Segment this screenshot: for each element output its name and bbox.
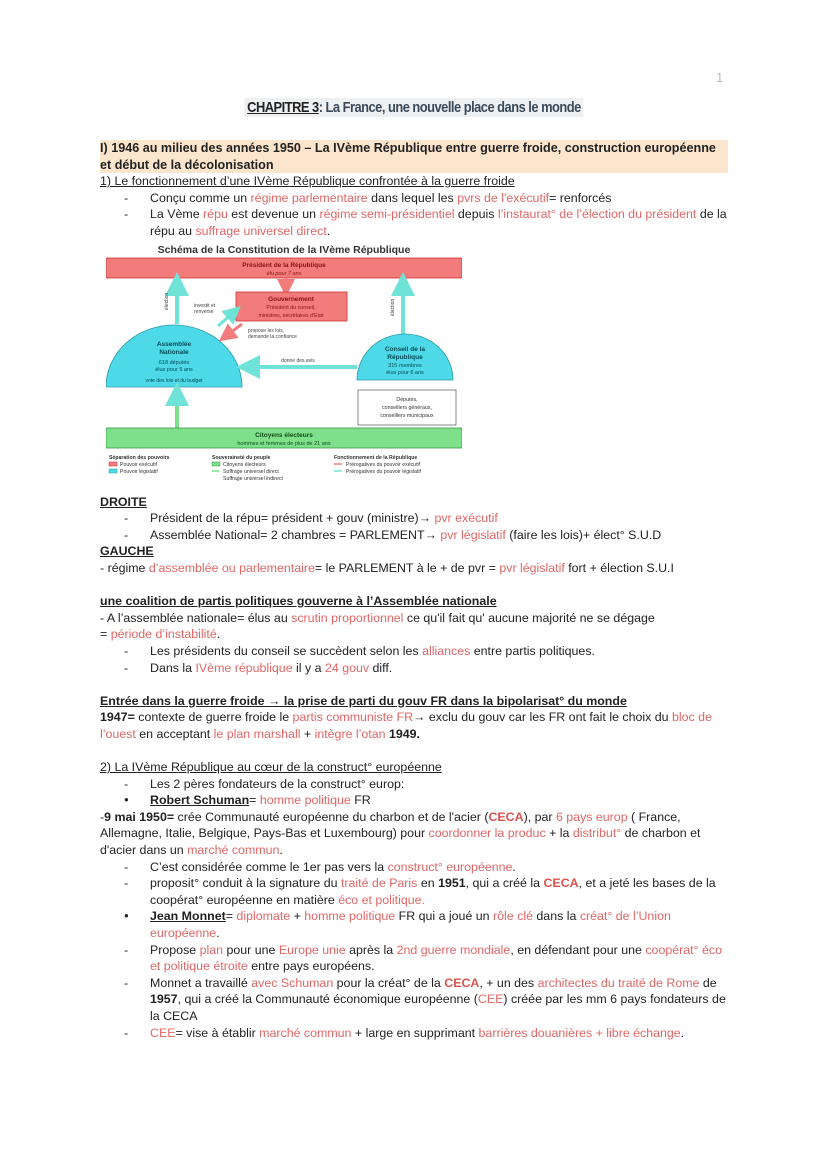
text-run: Conçu comme un (150, 190, 251, 205)
list-item (100, 643, 728, 660)
text-run: + la (545, 826, 573, 841)
text-run: . (216, 627, 221, 642)
svg-text:Séparation des pouvoirs: Séparation des pouvoirs (109, 454, 170, 461)
text-run: Président de la répu= président + gouv (ministre)→ (150, 511, 435, 526)
text-run: + large en supprimant (351, 1025, 479, 1040)
text-run: Jean Monnet (150, 909, 226, 924)
president-box (106, 258, 462, 278)
dash-bullet-icon: - (124, 190, 129, 205)
list-item (100, 859, 728, 876)
svg-text:élus pour 5 ans: élus pour 5 ans (155, 366, 193, 373)
text-run: ce qu'il fait qu' aucune majorité ne se dégage (403, 610, 655, 625)
text-run: + (300, 726, 315, 741)
text-run: en (417, 876, 439, 891)
text-run: FR qui a joué un (395, 909, 494, 924)
text-run: Propose (150, 942, 200, 957)
highlighted-term: CECA (488, 809, 524, 824)
dash-bullet-icon: - (124, 1025, 129, 1040)
highlighted-term: suffrage universel direct (195, 223, 327, 238)
list-item (100, 875, 728, 908)
highlighted-term: marché commun (187, 843, 280, 858)
svg-text:élu pour 7 ans: élu pour 7 ans (266, 270, 302, 277)
highlighted-term: coopérat° éco et politique étroite (150, 942, 722, 974)
text-run: en acceptant (135, 726, 214, 741)
dash-bullet-icon: - (124, 660, 129, 675)
text-run: dans la (532, 909, 580, 924)
text-run: ), par (523, 809, 556, 824)
section-heading (100, 140, 728, 173)
svg-text:demande la confiance: demande la confiance (248, 333, 297, 340)
text-run: une coalition de partis politiques gouverne à l’Assemblée nationale (100, 594, 497, 609)
highlighted-term: construct° européenne (387, 859, 513, 874)
text-run: 1) Le fonctionnement d’une IVème République confrontée à la guerre froide (100, 174, 515, 189)
text-run: . (326, 223, 331, 238)
list-item (100, 1025, 728, 1042)
svg-text:Députés,: Députés, (396, 396, 418, 403)
text-run: GAUCHE (100, 544, 154, 559)
text-run: DROITE (100, 494, 147, 509)
text-run: depuis (454, 207, 498, 222)
highlighted-term: créat° de l’Union européenne (150, 909, 671, 940)
text-run: = le PARLEMENT à le + de pvr = (314, 560, 500, 575)
highlighted-term: homme politique (259, 793, 351, 808)
highlighted-term: scrutin proportionnel (291, 610, 404, 625)
list-item (100, 975, 728, 1025)
citoyens-box (106, 428, 462, 448)
text-run: entre pays européens. (247, 959, 375, 974)
text-run: proposit° conduit à la signature du (150, 876, 341, 891)
text-run: , + un des (479, 975, 538, 990)
chapter-label: CHAPITRE 3 (247, 99, 319, 116)
highlighted-term: 6 pays europ (555, 809, 628, 824)
text-run: de charbon et d'acier dans un (100, 826, 701, 858)
svg-text:ministres, secrétaires d'Etat: ministres, secrétaires d'Etat (258, 312, 324, 319)
text-run: , en défendant pour une (510, 942, 646, 957)
svg-text:élus pour 6 ans: élus pour 6 ans (386, 369, 424, 376)
highlighted-term: traité de Paris (340, 876, 418, 891)
text-run: + (290, 909, 305, 924)
highlighted-term: pvr législatif (440, 527, 506, 542)
gouvernement-box (236, 292, 347, 321)
text-run: . (680, 1025, 685, 1040)
svg-text:hommes et femmes de plus de 21: hommes et femmes de plus de 21 ans (237, 440, 331, 447)
text-run: 9 mai 1950= (104, 809, 175, 824)
list-item (100, 792, 728, 809)
highlighted-term: CECA (444, 975, 480, 990)
constitution-schema (100, 240, 728, 494)
svg-text:République: République (387, 353, 423, 361)
text-run: → exclu du gouv car les FR ont fait le choix du (413, 710, 672, 725)
svg-text:conseillers municipaux: conseillers municipaux (380, 412, 434, 419)
text-run: est devenue un (227, 207, 320, 222)
text-run: Dans la (150, 660, 196, 675)
diagram-legend (109, 455, 422, 482)
paragraph (100, 543, 728, 560)
text-run: - régime (100, 560, 149, 575)
dash-bullet-icon: - (124, 859, 129, 874)
list-item (100, 190, 728, 207)
highlighted-term: barrières douanières + libre échange (478, 1025, 681, 1040)
paragraph (100, 709, 728, 742)
chapter-title: : La France, une nouvelle place dans le monde (318, 99, 581, 116)
text-run: - (100, 809, 105, 824)
text-run: . (279, 843, 283, 858)
highlighted-term: architectes du traité de Rome (537, 975, 700, 990)
list-item (100, 660, 728, 677)
text-run: 1947= (100, 710, 135, 725)
svg-text:Fonctionnement de la Républiqu: Fonctionnement de la République (334, 454, 418, 461)
text-run: de la répu au (150, 207, 727, 238)
svg-text:vote des lois et du budget: vote des lois et du budget (145, 377, 203, 384)
list-item (100, 942, 728, 975)
svg-text:Président de la République: Président de la République (242, 261, 326, 269)
highlighted-term: bloc de l’ouest (100, 710, 712, 741)
highlighted-term: intègre l’otan (314, 726, 386, 741)
text-run: = renforcés (549, 190, 612, 205)
text-run: dans lequel les (367, 190, 458, 205)
dash-bullet-icon: - (124, 942, 129, 957)
text-run: crée Communauté européenne du charbon et de l'acier ( (174, 809, 489, 824)
text-run: = (249, 793, 260, 808)
text-run: 1949. (388, 726, 420, 741)
highlighted-term: CEE (150, 1025, 176, 1040)
dash-bullet-icon: - (124, 527, 129, 542)
text-run: . (512, 859, 516, 874)
svg-text:Gouvernement: Gouvernement (268, 295, 314, 303)
blank-line (100, 676, 728, 693)
text-run: La Vème (150, 207, 204, 222)
paragraph (100, 809, 728, 859)
highlighted-term: éco et politique. (338, 892, 425, 907)
paragraph (100, 626, 728, 643)
page-number: 1 (716, 70, 724, 85)
highlighted-term: avec Schuman (251, 975, 334, 990)
deputes-box (358, 390, 456, 425)
text-run: Assemblée National= 2 chambres = PARLEMENT→ (150, 527, 441, 542)
text-run: Robert Schuman (150, 793, 250, 808)
diagram-title: Schéma de la Constitution de la IVème République (157, 243, 411, 256)
text-run: pour la créat° de la (333, 975, 445, 990)
highlighted-term: rôle clé (493, 909, 533, 924)
highlighted-term: pvr législatif (499, 560, 565, 575)
text-run: après la (345, 942, 397, 957)
dot-bullet-icon: ● (124, 795, 129, 805)
svg-text:conseillers généraux,: conseillers généraux, (381, 404, 433, 411)
highlighted-term: période d’instabilité (110, 627, 217, 642)
constitution-diagram (106, 244, 462, 492)
text-run: Entrée dans la guerre froide → la prise de parti du gouv FR dans la bipolarisat° du monde (100, 693, 627, 708)
paragraph (100, 560, 728, 577)
svg-text:Suffrage universel indirect: Suffrage universel indirect (223, 475, 283, 482)
paragraph (100, 693, 728, 710)
text-run: il y a (292, 660, 325, 675)
text-run: entre partis politiques. (470, 643, 595, 658)
text-run: 1951 (438, 876, 466, 891)
text-run: Monnet a travaillé (150, 975, 252, 990)
assemblee-dome (106, 325, 242, 387)
highlighted-term: distribut° (572, 826, 622, 841)
text-run: contexte de guerre froide le (134, 710, 293, 725)
highlighted-term: régime parlementaire (250, 190, 368, 205)
list-item (100, 776, 728, 793)
highlighted-term: 2nd guerre mondiale (396, 942, 511, 957)
dash-bullet-icon: - (124, 876, 129, 891)
text-run: Les 2 pères fondateurs de la construct° europ: (150, 776, 405, 791)
text-run: pour une (223, 942, 279, 957)
avis-label: donne des avis (281, 357, 315, 364)
text-run: . (216, 926, 220, 940)
svg-text:Nationale: Nationale (159, 348, 189, 356)
svg-text:Prérogatives du pouvoir exécut: Prérogatives du pouvoir exécutif (346, 461, 421, 468)
dash-bullet-icon: - (124, 511, 129, 526)
svg-text:Président du conseil,: Président du conseil, (266, 304, 316, 311)
highlighted-term: CECA (543, 876, 579, 891)
svg-text:Citoyens électeurs: Citoyens électeurs (255, 431, 313, 439)
highlighted-term: répu (203, 207, 228, 222)
highlighted-term: diplomate (236, 909, 291, 924)
highlighted-term: CEE (477, 992, 504, 1007)
dash-bullet-icon: - (124, 643, 129, 658)
dash-bullet-icon: - (124, 776, 129, 791)
text-run: , et a jeté les bases de la coopérat° européenne en matière (150, 876, 716, 907)
page-title (0, 98, 828, 117)
text-run: de (699, 975, 717, 990)
highlighted-term: pvrs de l'exécutif (457, 190, 550, 205)
highlighted-term: alliances (422, 643, 471, 658)
paragraph (100, 593, 728, 610)
svg-text:Prérogatives du pouvoir législ: Prérogatives du pouvoir législatif (346, 468, 421, 475)
paragraph (100, 494, 728, 511)
list-item (100, 206, 728, 239)
text-run: , qui a créé la Communauté économique européenne ( (177, 992, 478, 1007)
text-run: 2) La IVème République au cœur de la construct° européenne (100, 760, 442, 775)
highlighted-term: partis communiste FR (292, 710, 414, 725)
svg-text:renverse: renverse (194, 308, 214, 315)
highlighted-term: Europe unie (278, 942, 346, 957)
text-run: = (100, 627, 111, 642)
svg-text:618 députés: 618 députés (158, 359, 190, 366)
election-label-left: élection (164, 292, 170, 310)
highlighted-term: coordonner la produc (428, 826, 546, 841)
highlighted-term: IVème république (195, 660, 293, 675)
text-run: I) 1946 au milieu des années 1950 – La IVème République entre guerre froide, construction européenne et début de la décolonisation (100, 141, 716, 172)
propose-label: propose les lois, (248, 327, 285, 334)
list-item (100, 510, 728, 527)
text-run: Les présidents du conseil se succèdent selon les (150, 643, 423, 658)
highlighted-term: marché commun (259, 1025, 352, 1040)
highlighted-term: d’assemblée ou parlementaire (148, 560, 315, 575)
investit-label: investit et (194, 302, 216, 309)
svg-text:Suffrage universel direct: Suffrage universel direct (223, 468, 279, 475)
text-run: ) créée par les mm 6 pays fondateurs de la CECA (150, 992, 726, 1023)
text-run: fort + élection S.U.I (564, 560, 674, 575)
document-body (100, 140, 728, 1041)
svg-text:Conseil de la: Conseil de la (384, 345, 426, 353)
text-run: C’est considérée comme le 1er pas vers la (150, 859, 388, 874)
svg-text:Pouvoir exécutif: Pouvoir exécutif (120, 461, 157, 468)
paragraph (100, 759, 728, 776)
highlighted-term: le plan marshall (213, 726, 301, 741)
blank-line (100, 577, 728, 594)
svg-text:Assemblée: Assemblée (156, 340, 192, 348)
highlighted-term: régime semi-présidentiel (319, 207, 455, 222)
list-item (100, 908, 728, 941)
election-label-right: élection (390, 298, 396, 316)
paragraph (100, 173, 728, 190)
dot-bullet-icon: ● (124, 911, 129, 921)
blank-line (100, 742, 728, 759)
conseil-dome (357, 334, 453, 380)
paragraph (100, 610, 728, 627)
highlighted-term: pvr exécutif (434, 511, 498, 526)
text-run: = (225, 909, 237, 924)
text-run: , qui a créé la (465, 876, 544, 891)
svg-text:Souveraineté du peuple: Souveraineté du peuple (212, 454, 271, 461)
text-run: diff. (369, 660, 393, 675)
svg-text:Pouvoir législatif: Pouvoir législatif (120, 468, 158, 475)
svg-text:315 membres: 315 membres (388, 362, 422, 369)
text-run: ( France, Allemagne, Italie, Belgique, Pays-Bas et Luxembourg) pour (100, 809, 681, 841)
highlighted-term: 24 gouv (324, 660, 370, 675)
highlighted-term: plan (199, 942, 224, 957)
highlighted-term: homme politique (304, 909, 396, 924)
list-item (100, 527, 728, 544)
dash-bullet-icon: - (124, 207, 129, 222)
text-run: = vise à établir (175, 1025, 260, 1040)
text-run: (faire les lois)+ élect° S.U.D (505, 527, 662, 542)
svg-text:Citoyens électeurs: Citoyens électeurs (223, 461, 266, 468)
highlighted-term: l’instaurat° de l’élection du président (497, 207, 697, 222)
dash-bullet-icon: - (124, 975, 129, 990)
text-run: - A l’assemblée nationale= élus au (100, 610, 292, 625)
text-run: 1957 (150, 992, 178, 1007)
text-run: FR (350, 793, 371, 808)
